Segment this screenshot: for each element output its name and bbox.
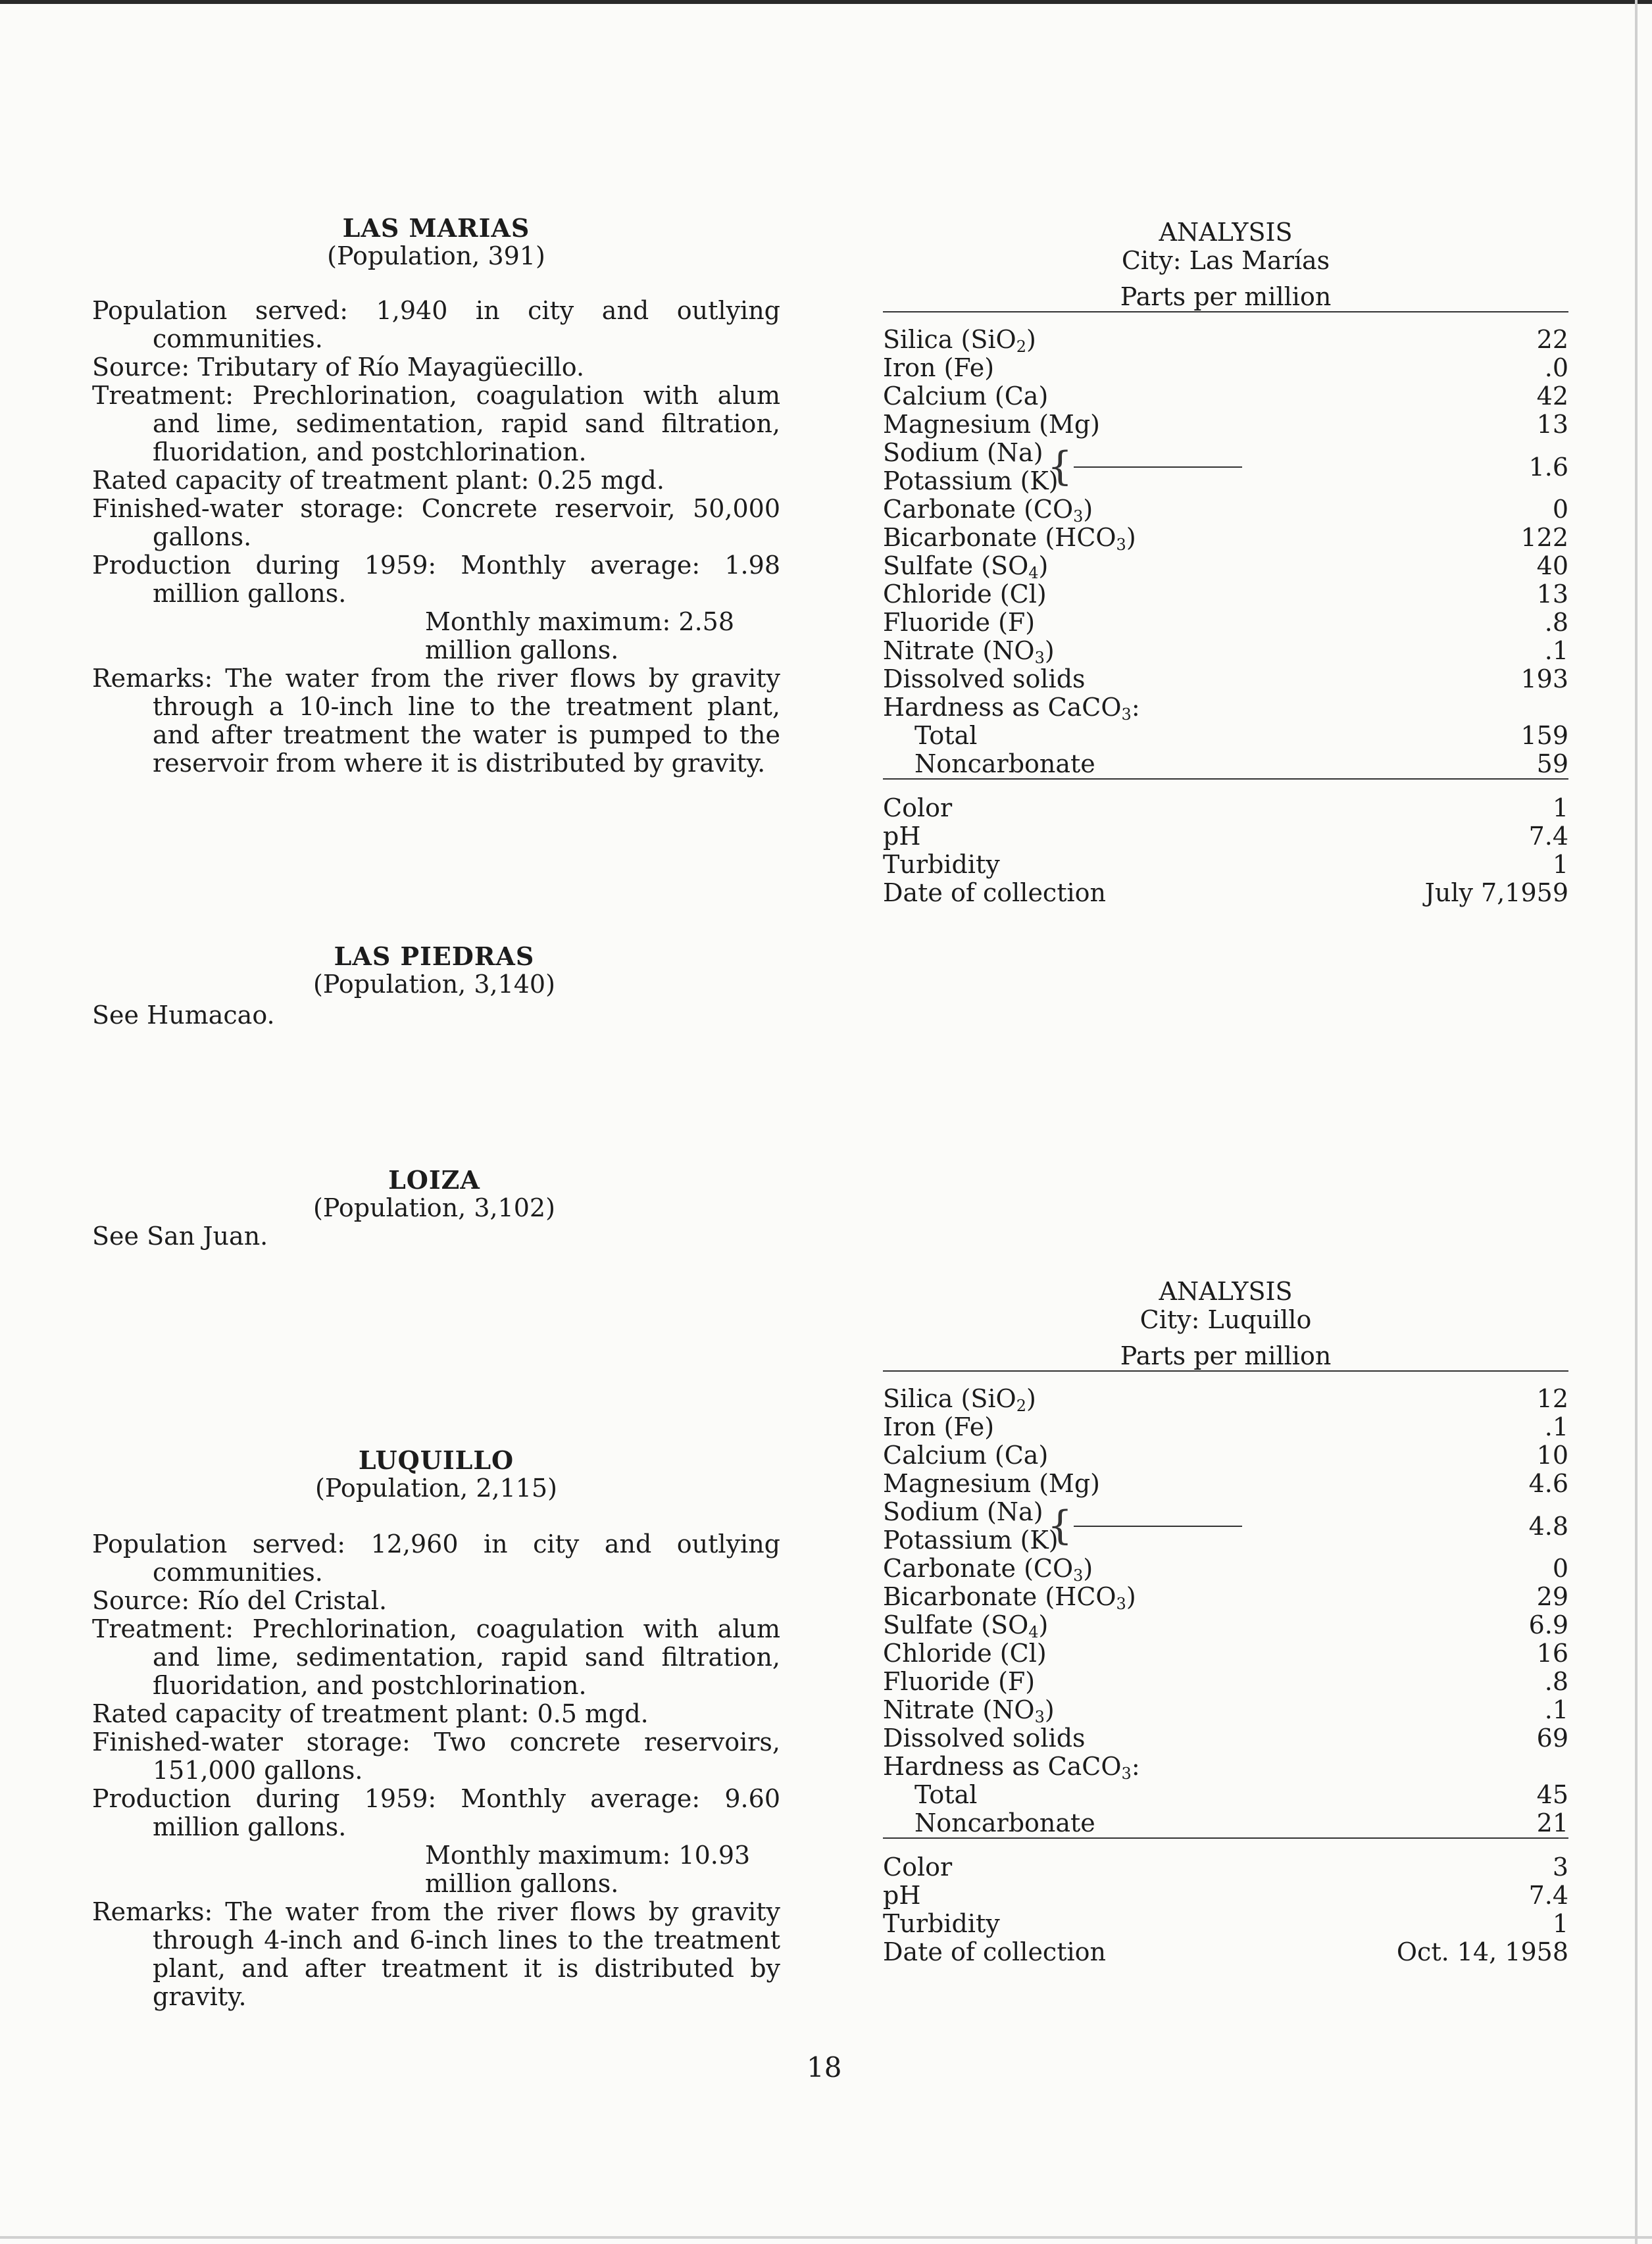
value-fluoride: .8 (1544, 1667, 1568, 1696)
treatment: Treatment: Prechlorination, coagulation with alum and lime, sedimentation, rapid sand filtration, fluoridation, and postchlorination. (92, 1614, 780, 1700)
label-turbidity: Turbidity (883, 1909, 1000, 1938)
row-bicarbonate (883, 1583, 1568, 1611)
row-hardness (883, 1753, 1568, 1781)
rated-capacity: Rated capacity of treatment plant: 0.25 mgd. (92, 466, 664, 495)
value-sodium-potassium: 4.8 (1528, 1512, 1568, 1541)
header-rule (883, 311, 1568, 312)
row-turbidity (883, 1910, 1568, 1938)
value-ph: 7.4 (1528, 822, 1568, 851)
label-potassium: Potassium (K) (883, 1526, 1059, 1555)
row-date (883, 1938, 1568, 1966)
page-number: 18 (807, 2051, 842, 2083)
row-iron (883, 354, 1568, 382)
value-total: 45 (1536, 1780, 1568, 1809)
value-carbonate: 0 (1552, 495, 1568, 524)
row-ph (883, 1882, 1568, 1910)
source: Source: Tributary of Río Mayagüecillo. (92, 353, 585, 382)
label-ph: pH (883, 1881, 921, 1910)
label-date: Date of collection (883, 1937, 1106, 1966)
production-monthly-average: Production during 1959: Monthly average: 9.60 million gallons. (92, 1784, 780, 1841)
label-hardness: Hardness as CaCO$_3$: (883, 1752, 1140, 1783)
value-sulfate: 6.9 (1528, 1610, 1568, 1639)
entry-title: LUQUILLO (358, 1445, 514, 1475)
label-potassium: Potassium (K) (883, 466, 1059, 495)
value-color: 1 (1552, 793, 1568, 822)
leader-line (1074, 466, 1242, 468)
value-iron: .1 (1544, 1412, 1568, 1441)
label-dissolved-solids: Dissolved solids (883, 664, 1086, 693)
value-noncarbonate: 59 (1536, 749, 1568, 778)
analysis-table-las-marias (883, 218, 1568, 907)
row-nitrate (883, 1696, 1568, 1724)
entry-population: (Population, 3,102) (313, 1193, 555, 1222)
value-bicarbonate: 122 (1520, 523, 1568, 552)
row-fluoride (883, 1668, 1568, 1696)
row-noncarbonate (883, 1809, 1568, 1837)
population-served: Population served: 12,960 in city and outlying communities. (92, 1530, 780, 1587)
label-fluoride: Fluoride (F) (883, 608, 1036, 637)
row-dissolved-solids (883, 1724, 1568, 1753)
row-color (883, 794, 1568, 822)
row-sulfate (883, 552, 1568, 580)
row-dissolved-solids (883, 665, 1568, 693)
row-magnesium (883, 1470, 1568, 1498)
brace-glyph: { (1047, 1503, 1073, 1549)
label-chloride: Chloride (Cl) (883, 580, 1047, 609)
entry-loiza (276, 1166, 592, 1222)
treatment: Treatment: Prechlorination, coagulation with alum and lime, sedimentation, rapid sand filtration, fluoridation, and postchlorination. (92, 381, 780, 466)
label-ph: pH (883, 822, 921, 851)
see-reference: See San Juan. (92, 1222, 268, 1251)
value-chloride: 16 (1536, 1639, 1568, 1668)
label-calcium: Calcium (Ca) (883, 382, 1049, 411)
label-carbonate: Carbonate $(CO_3)$ (883, 1554, 1093, 1585)
label-magnesium: Magnesium (Mg) (883, 410, 1100, 439)
label-calcium: Calcium (Ca) (883, 1441, 1049, 1470)
row-fluoride (883, 609, 1568, 637)
label-total: Total (914, 1780, 978, 1809)
row-hardness (883, 693, 1568, 722)
remarks: Remarks: The water from the river flows by gravity through 4-inch and 6-inch lines to the treatment plant, and after treatment it is distributed by gravity. (92, 1897, 780, 2011)
entry-population: (Population, 391) (327, 241, 545, 270)
label-noncarbonate: Noncarbonate (914, 749, 1095, 778)
row-total (883, 722, 1568, 750)
value-date: July 7,1959 (1424, 878, 1568, 907)
row-iron (883, 1413, 1568, 1441)
row-bicarbonate (883, 524, 1568, 552)
value-dissolved-solids: 193 (1520, 664, 1568, 693)
label-chloride: Chloride (Cl) (883, 1639, 1047, 1668)
entry-luquillo (92, 1446, 780, 2011)
remarks: Remarks: The water from the river flows by gravity through a 10-inch line to the treatment plant, and after treatment the water is pumped to the reservoir from where it is distributed by gravity. (92, 664, 780, 778)
analysis-units: Parts per million (1120, 1341, 1332, 1370)
value-carbonate: 0 (1552, 1554, 1568, 1583)
row-total (883, 1781, 1568, 1809)
value-noncarbonate: 21 (1536, 1808, 1568, 1837)
analysis-table-luquillo (883, 1278, 1568, 1966)
label-silica: Silica (SiO$_2$) (883, 325, 1036, 356)
analysis-units: Parts per million (1120, 282, 1332, 311)
row-sodium-potassium (883, 439, 1568, 495)
row-calcium (883, 1441, 1568, 1470)
see-reference: See Humacao. (92, 1001, 275, 1030)
label-total: Total (914, 721, 978, 750)
header-rule (883, 1370, 1568, 1372)
label-silica: Silica (SiO$_2$) (883, 1384, 1036, 1415)
row-sulfate (883, 1611, 1568, 1639)
value-total: 159 (1520, 721, 1568, 750)
value-fluoride: .8 (1544, 608, 1568, 637)
label-nitrate: Nitrate $(NO_3)$ (883, 1695, 1055, 1726)
label-sulfate: Sulfate $(SO_4)$ (883, 1610, 1049, 1641)
value-nitrate: .1 (1544, 636, 1568, 665)
row-magnesium (883, 411, 1568, 439)
value-color: 3 (1552, 1853, 1568, 1882)
production-monthly-maximum: Monthly maximum: 2.58 million gallons. (425, 607, 735, 664)
row-noncarbonate (883, 750, 1568, 778)
value-nitrate: .1 (1544, 1695, 1568, 1724)
label-iron: Iron (Fe) (883, 1412, 995, 1441)
value-calcium: 42 (1536, 382, 1568, 411)
row-turbidity (883, 851, 1568, 879)
value-date: Oct. 14, 1958 (1396, 1937, 1568, 1966)
label-sodium: Sodium (Na) (883, 1497, 1043, 1526)
value-turbidity: 1 (1552, 850, 1568, 879)
production-monthly-average: Production during 1959: Monthly average: 1.98 million gallons. (92, 551, 780, 608)
population-served: Population served: 1,940 in city and outlying communities. (92, 296, 780, 353)
value-calcium: 10 (1536, 1441, 1568, 1470)
production-monthly-maximum: Monthly maximum: 10.93 million gallons. (425, 1841, 751, 1898)
value-magnesium: 4.6 (1528, 1469, 1568, 1498)
entry-title: LOIZA (388, 1165, 480, 1195)
brace-glyph: { (1047, 443, 1073, 489)
rated-capacity: Rated capacity of treatment plant: 0.5 mgd. (92, 1699, 649, 1728)
label-bicarbonate: Bicarbonate $(HCO_3)$ (883, 1582, 1136, 1613)
row-calcium (883, 382, 1568, 411)
label-fluoride: Fluoride (F) (883, 1667, 1036, 1696)
label-nitrate: Nitrate $(NO_3)$ (883, 636, 1055, 667)
analysis-city: City: Las Marías (1121, 246, 1330, 275)
row-sodium-potassium (883, 1498, 1568, 1555)
analysis-heading: ANALYSIS (1159, 1277, 1293, 1306)
source: Source: Río del Cristal. (92, 1586, 388, 1615)
value-dissolved-solids: 69 (1536, 1724, 1568, 1753)
value-ph: 7.4 (1528, 1881, 1568, 1910)
label-turbidity: Turbidity (883, 850, 1000, 879)
value-iron: .0 (1544, 353, 1568, 382)
entry-las-piedras (276, 942, 592, 999)
entry-title: LAS MARIAS (342, 213, 530, 243)
row-date (883, 879, 1568, 907)
bottom-page-edge (0, 2236, 1652, 2239)
row-color (883, 1853, 1568, 1882)
top-border-line (0, 0, 1652, 4)
label-date: Date of collection (883, 878, 1106, 907)
finished-water-storage: Finished-water storage: Two concrete reservoirs, 151,000 gallons. (92, 1728, 780, 1785)
label-sodium: Sodium (Na) (883, 438, 1043, 467)
value-sulfate: 40 (1536, 551, 1568, 580)
label-sulfate: Sulfate $(SO_4)$ (883, 551, 1049, 582)
leader-line (1074, 1526, 1242, 1527)
row-nitrate (883, 637, 1568, 665)
value-silica: 12 (1536, 1384, 1568, 1413)
row-silica (883, 326, 1568, 354)
value-bicarbonate: 29 (1536, 1582, 1568, 1611)
finished-water-storage: Finished-water storage: Concrete reservoir, 50,000 gallons. (92, 494, 780, 551)
row-carbonate (883, 1555, 1568, 1583)
label-carbonate: Carbonate $(CO_3)$ (883, 495, 1093, 526)
row-silica (883, 1385, 1568, 1413)
row-ph (883, 822, 1568, 851)
label-color: Color (883, 793, 953, 822)
value-silica: 22 (1536, 325, 1568, 354)
value-sodium-potassium: 1.6 (1528, 453, 1568, 482)
label-hardness: Hardness as CaCO$_3$: (883, 693, 1140, 724)
label-noncarbonate: Noncarbonate (914, 1808, 1095, 1837)
row-carbonate (883, 495, 1568, 524)
label-bicarbonate: Bicarbonate $(HCO_3)$ (883, 523, 1136, 554)
entry-population: (Population, 3,140) (313, 970, 555, 999)
label-dissolved-solids: Dissolved solids (883, 1724, 1086, 1753)
analysis-heading: ANALYSIS (1159, 218, 1293, 247)
label-color: Color (883, 1853, 953, 1882)
value-chloride: 13 (1536, 580, 1568, 609)
label-iron: Iron (Fe) (883, 353, 995, 382)
entry-las-marias (92, 214, 780, 778)
label-magnesium: Magnesium (Mg) (883, 1469, 1100, 1498)
row-chloride (883, 580, 1568, 609)
analysis-city: City: Luquillo (1139, 1305, 1312, 1334)
right-page-edge (1635, 0, 1638, 2244)
value-turbidity: 1 (1552, 1909, 1568, 1938)
value-magnesium: 13 (1536, 410, 1568, 439)
entry-title: LAS PIEDRAS (334, 941, 535, 971)
row-chloride (883, 1639, 1568, 1668)
entry-population: (Population, 2,115) (315, 1474, 557, 1503)
